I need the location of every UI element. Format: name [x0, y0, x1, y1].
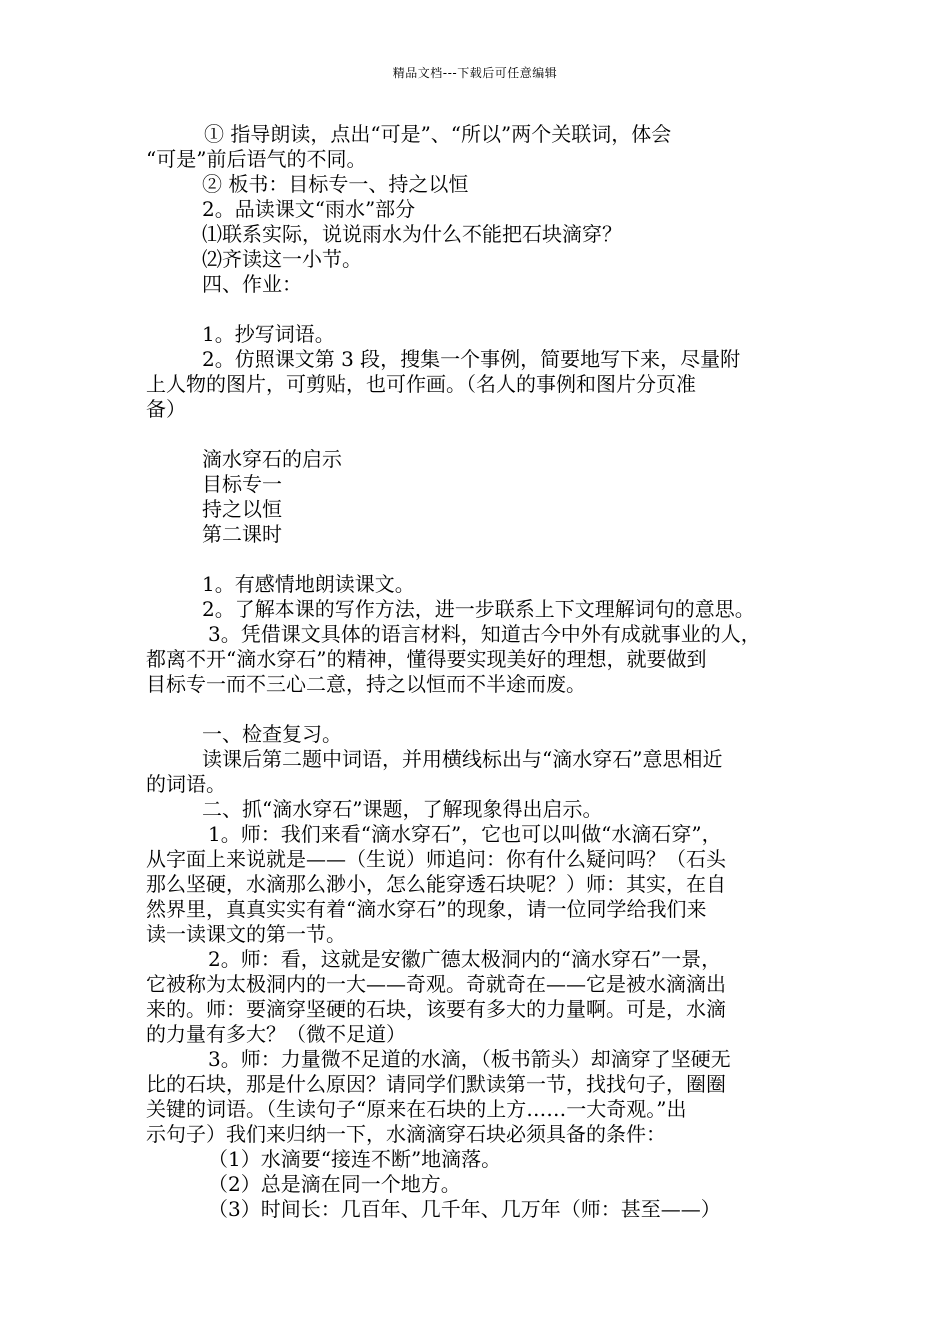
page-header: 精品文档---下载后可任意编辑 — [392, 66, 558, 80]
board-title: 滴水穿石的启示 — [202, 447, 342, 471]
section-heading: 四、作业： — [202, 272, 302, 296]
paragraph-line: 示句子）我们来归纳一下，水滴滴穿石块必须具备的条件： — [146, 1122, 666, 1146]
paragraph-line: 读课后第二题中词语，并用横线标出与“滴水穿石”意思相近 — [202, 747, 723, 771]
paragraph-line: 读一读课文的第一节。 — [146, 922, 346, 946]
paragraph-line: 1。抄写词语。 — [202, 322, 335, 346]
paragraph-line: ⑵齐读这一小节。 — [202, 247, 362, 271]
lesson-heading: 第二课时 — [202, 522, 282, 546]
objective-line: 都离不开“滴水穿石”的精神，懂得要实现美好的理想，就要做到 — [146, 647, 707, 671]
objective-line: 目标专一而不三心二意，持之以恒而不半途而废。 — [146, 672, 586, 696]
paragraph-line: ② 板书：目标专一、持之以恒 — [202, 172, 469, 196]
paragraph-line: 3。师：力量微不足道的水滴，（板书箭头）却滴穿了坚硬无 — [208, 1047, 731, 1071]
section-heading: 一、检查复习。 — [202, 722, 342, 746]
paragraph-line: 1。师：我们来看“滴水穿石”，它也可以叫做“水滴石穿”， — [208, 822, 722, 846]
objective-line: 1。有感情地朗读课文。 — [202, 572, 415, 596]
paragraph-line: ⑴联系实际，说说雨水为什么不能把石块滴穿？ — [202, 222, 622, 246]
list-item: （3）时间长：几百年、几千年、几万年（师：甚至——） — [208, 1197, 721, 1221]
paragraph-line: 的词语。 — [146, 772, 226, 796]
objective-line: 2。了解本课的写作方法，进一步联系上下文理解词句的意思。 — [202, 597, 755, 621]
board-line: 持之以恒 — [202, 497, 282, 521]
blank-line — [146, 697, 810, 722]
board-line: 目标专一 — [202, 472, 282, 496]
paragraph-line: 2。品读课文“雨水”部分 — [202, 197, 416, 221]
paragraph-line: 的力量有多大？（微不足道） — [146, 1022, 406, 1046]
paragraph-line: ① 指导朗读，点出“可是”、“所以”两个关联词，体会 — [204, 122, 672, 146]
paragraph-line: 比的石块，那是什么原因？请同学们默读第一节，找找句子，圈圈 — [146, 1072, 726, 1096]
list-item: （2）总是滴在同一个地方。 — [208, 1172, 461, 1196]
paragraph-line: 2。仿照课文第 3 段，搜集一个事例，简要地写下来，尽量附 — [202, 347, 741, 371]
paragraph-line: 2。师：看，这就是安徽广德太极洞内的“滴水穿石”一景， — [208, 947, 722, 971]
document-body — [146, 122, 810, 1222]
paragraph-line: 从字面上来说就是——（生说）师追问：你有什么疑问吗？（石头 — [146, 847, 726, 871]
objective-line: 3。凭借课文具体的语言材料，知道古今中外有成就事业的人， — [208, 622, 761, 646]
paragraph-line: 上人物的图片，可剪贴，也可作画。（名人的事例和图片分页准 — [146, 372, 696, 396]
blank-line — [146, 297, 810, 322]
paragraph-line: 来的。师：要滴穿坚硬的石块，该要有多大的力量啊。可是，水滴 — [146, 997, 726, 1021]
paragraph-line: 备） — [146, 397, 186, 421]
blank-line — [146, 547, 810, 572]
paragraph-line: 关键的词语。（生读句子“原来在石块的上方……一大奇观。”出 — [146, 1097, 687, 1121]
blank-line — [146, 422, 810, 447]
list-item: （1）水滴要“接连不断”地滴落。 — [208, 1147, 502, 1171]
paragraph-line: 那么坚硬，水滴那么渺小，怎么能穿透石块呢？）师：其实，在自 — [146, 872, 726, 896]
paragraph-line: 然界里，真真实实有着“滴水穿石”的现象，请一位同学给我们来 — [146, 897, 707, 921]
paragraph-line: 它被称为太极洞内的一大——奇观。奇就奇在——它是被水滴滴出 — [146, 972, 726, 996]
section-heading: 二、抓“滴水穿石”课题，了解现象得出启示。 — [202, 797, 603, 821]
paragraph-line: “可是”前后语气的不同。 — [146, 147, 367, 171]
